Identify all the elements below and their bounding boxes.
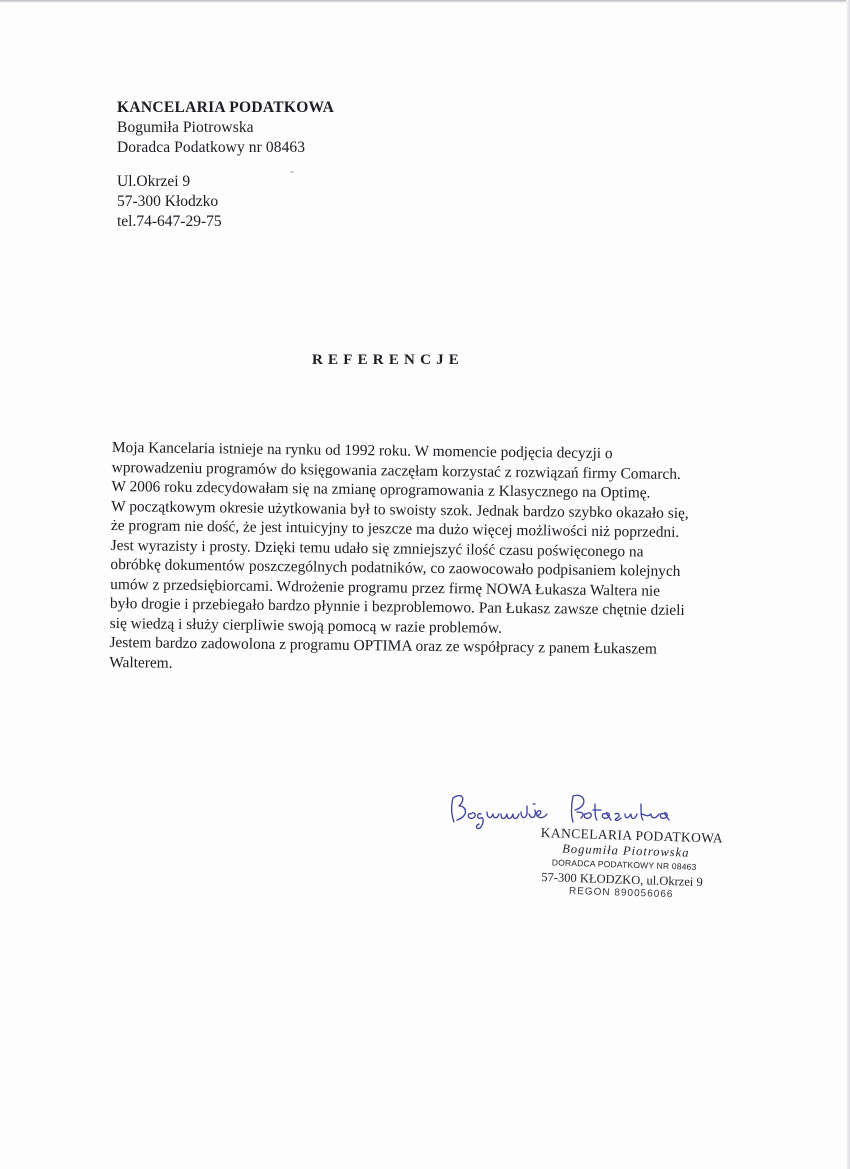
- stamp-role: DORADCA PODATKOWY NR 08463: [551, 857, 697, 872]
- address-phone: tel.74-647-29-75: [117, 213, 222, 230]
- body-line: umów z przedsiębiorcami. Wdrożenie programu przez firmę NOWA Łukasza Waltera nie: [110, 575, 661, 600]
- address-block: [117, 172, 222, 232]
- body-line: Jest wyrazisty i prosty. Dzięki temu udało się zmniejszyć ilość czasu poświęconego na: [110, 536, 644, 561]
- body-line: obróbkę dokumentów poszczególnych podatników, co zaowocowało podpisaniem kolejnych: [110, 555, 681, 580]
- scan-edge-top: [0, 0, 850, 3]
- body-line: że program nie dość, że jest intuicyjny to jeszcze ma dużo więcej możliwości niż poprzedni.: [110, 516, 680, 541]
- stamp-firm: KANCELARIA PODATKOWA: [540, 825, 724, 846]
- letter-body: [109, 438, 752, 680]
- body-line: W 2006 roku zdecydowałam się na zmianę oprogramowania z Klasycznego na Optimę.: [111, 477, 651, 502]
- sender-role: Doradca Podatkowy nr 08463: [117, 139, 306, 156]
- sender-name: Bogumiła Piotrowska: [117, 119, 254, 136]
- stamp-address: 57-300 KŁODZKO, ul.Okrzei 9: [541, 869, 703, 889]
- address-city: 57-300 Kłodzko: [117, 193, 219, 210]
- body-line: wprowadzeniu programów do księgowania zaczęłam korzystać z rozwiązań firmy Comarch.: [111, 458, 681, 483]
- body-line: W początkowym okresie użytkowania był to swoisty szok. Jednak bardzo szybko okazało się,: [111, 497, 689, 522]
- address-street: Ul.Okrzei 9: [117, 173, 191, 190]
- stamp-name: Bogumiła Piotrowska: [562, 841, 690, 860]
- sender-block: [117, 98, 334, 158]
- body-line: Walterem.: [109, 653, 173, 672]
- company-stamp: [539, 826, 741, 905]
- stamp-regon: REGON 890056066: [568, 885, 674, 901]
- document-title: REFERENCJE: [312, 352, 465, 368]
- body-line: się wiedzą i służy cierpliwie swoją pomocą w razie problemów.: [109, 614, 503, 637]
- sender-firm: KANCELARIA PODATKOWA: [117, 99, 335, 116]
- body-line: było drogie i przebiegało bardzo płynnie i bezproblemowo. Pan Łukasz zawsze chętnie dzieli: [109, 594, 685, 620]
- scan-edge-right: [846, 0, 850, 1169]
- body-line: Moja Kancelaria istnieje na rynku od 1992 roku. W momencie podjęcia decyzji o: [111, 438, 613, 463]
- scan-speck: [290, 171, 294, 173]
- body-line: Jestem bardzo zadowolona z programu OPTIMA oraz ze współpracy z panem Łukaszem: [109, 633, 658, 658]
